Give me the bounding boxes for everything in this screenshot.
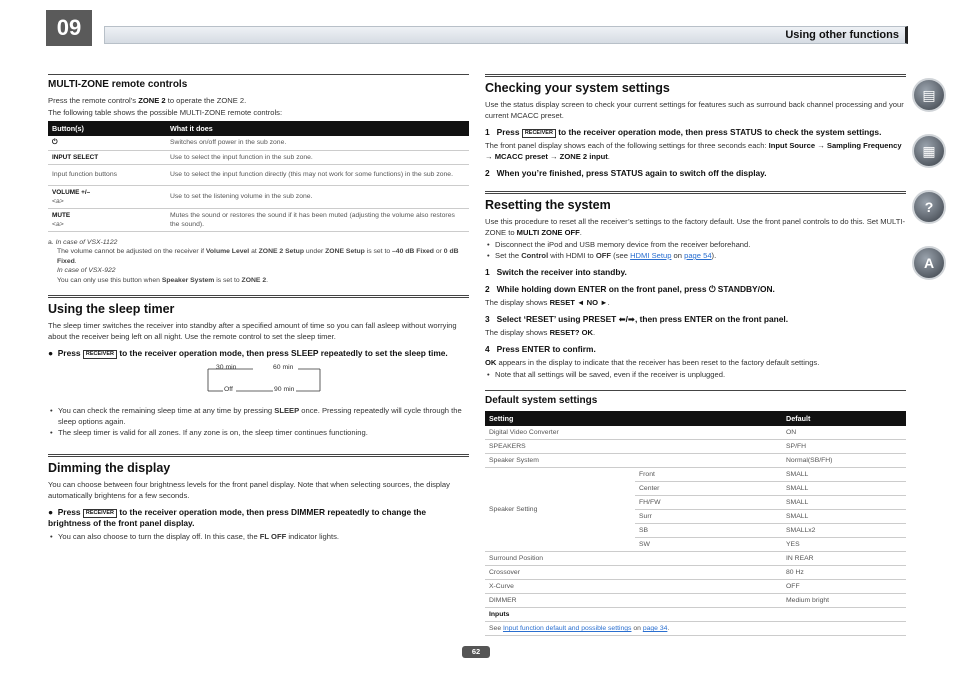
section-title: Using other functions — [785, 29, 899, 41]
multizone-intro-2: The following table shows the possible MULTI-ZONE remote controls: — [48, 108, 283, 117]
input-function-link[interactable]: Input function default and possible settings — [502, 625, 632, 632]
multizone-table — [48, 121, 469, 232]
sleep-60: 60 min — [273, 364, 294, 372]
resetting-step-1: 1 Switch the receiver into standby. — [485, 267, 627, 277]
col-header-button: Button(s) — [48, 121, 166, 136]
dimming-intro: You can choose between four brightness levels for the front panel display. Note that when selecting sources, the display automatically brightens for a few seconds. — [48, 480, 450, 501]
receiver-key-icon: RECEIVER — [83, 509, 117, 518]
sleep-bullet-1: • You can check the remaining sleep time at any time by pressing SLEEP once. Pressing repeatedly will cycle through the sleep options again. — [48, 405, 469, 427]
resetting-step-4-result: OK appears in the display to indicate that the receiver has been reset to the factory default settings. — [485, 358, 820, 367]
sleep-30: 30 min — [216, 364, 237, 372]
resetting-step-2-result: The display shows RESET ◄ NO ►. — [485, 298, 610, 307]
col-header-default: Default — [782, 411, 906, 426]
sleep-intro: The sleep timer switches the receiver into standby after a specified amount of time so you can fall asleep without worrying about the receiver being left on all night. Use the remote control to set the sleep timer. — [48, 321, 457, 342]
checking-step-2: 2 When you’re finished, press STATUS again to switch off the display. — [485, 168, 767, 178]
resetting-step-4: 4 Press ENTER to confirm. — [485, 344, 596, 354]
receiver-icon[interactable]: ▦ — [912, 134, 946, 168]
table-row: Surround Position IN REAR — [485, 552, 906, 566]
page-54-link[interactable]: page 54 — [684, 251, 712, 260]
page-number: 62 — [462, 646, 490, 658]
checking-title: Checking your system settings — [485, 81, 670, 95]
resetting-title: Resetting the system — [485, 198, 611, 212]
sleep-title: Using the sleep timer — [48, 302, 175, 317]
dimming-title: Dimming the display — [48, 461, 171, 476]
table-row: MUTE <a> Mutes the sound or restores the sound if it has been muted (adjusting the volume also restores the sound). — [48, 208, 469, 231]
table-row: SB SMALLx2 — [485, 524, 906, 538]
remote-question-icon[interactable]: ? — [912, 190, 946, 224]
table-row: Input function buttons Use to select the input function directly (this may not work for some functions) in the sub zone. — [48, 164, 469, 185]
sleep-bullet-2: • The sleep timer is valid for all zones. If any zone is on, the sleep timer continues functioning. — [48, 427, 469, 438]
table-row: Inputs — [485, 608, 906, 622]
resetting-step-3-result: The display shows RESET? OK. — [485, 328, 596, 337]
table-row: VOLUME +/– <a> Use to set the listening volume in the sub zone. — [48, 185, 469, 208]
resetting-intro: Use this procedure to reset all the receiver’s settings to the factory default. Use the front panel controls to do this. Set MULTI-ZONE to MULTI ZONE OFF. — [485, 217, 905, 237]
chapter-number: 09 — [46, 10, 92, 46]
table-row: INPUT SELECT Use to select the input function in the sub zone. — [48, 150, 469, 164]
col-header-setting: Setting — [485, 411, 782, 426]
checking-step-1: 1 Press RECEIVER to the receiver operation mode, then press STATUS to check the system settings. — [485, 127, 882, 137]
table-row: DIMMER Medium bright — [485, 594, 906, 608]
sleep-90: 90 min — [274, 386, 295, 394]
table-row: Center SMALL — [485, 482, 906, 496]
receiver-key-icon: RECEIVER — [83, 350, 117, 359]
receiver-key-icon: RECEIVER — [522, 129, 556, 138]
table-row: X-Curve OFF — [485, 580, 906, 594]
side-nav — [912, 78, 946, 302]
table-row: Digital Video Converter ON — [485, 426, 906, 440]
resetting-bullet-3: • Note that all settings will be saved, even if the receiver is unplugged. — [485, 369, 906, 380]
col-header-what: What it does — [166, 121, 469, 136]
hdmi-setup-link[interactable]: HDMI Setup — [630, 251, 672, 260]
sleep-off: Off — [224, 386, 233, 394]
table-row: Surr SMALL — [485, 510, 906, 524]
table-row: SW YES — [485, 538, 906, 552]
table-row: Speaker Setting Front SMALL — [485, 468, 906, 482]
footnote: a. In case of VSX-1122 The volume cannot be adjusted on the receiver if Volume Level at ZONE 2 Setup under ZONE Setup is set to –40 dB Fixed or 0 dB Fixed. In case of VSX-922 You can only use this button when Speaker System is set to ZONE 2. — [48, 238, 459, 284]
multizone-intro: Press the remote control’s ZONE 2 to operate the ZONE 2. — [48, 96, 247, 105]
resetting-bullet-2: • Set the Control with HDMI to OFF (see HDMI Setup on page 54). — [485, 250, 906, 261]
table-row: See Input function default and possible settings on page 34. — [485, 622, 906, 636]
dimming-step: ● Press RECEIVER to the receiver operation mode, then press DIMMER repeatedly to change the brightness of the front panel display. — [48, 507, 427, 529]
book-icon[interactable]: ▤ — [912, 78, 946, 112]
left-column — [48, 74, 469, 542]
sleep-cycle-diagram — [48, 363, 469, 399]
defaults-title: Default system settings — [485, 395, 598, 406]
multizone-title: MULTI-ZONE remote controls — [48, 79, 188, 90]
header-bar — [104, 26, 908, 44]
sleep-step: ● Press RECEIVER to the receiver operation mode, then press SLEEP repeatedly to set the sleep time. — [48, 348, 448, 359]
table-row: Crossover 80 Hz — [485, 566, 906, 580]
table-row: FH/FW SMALL — [485, 496, 906, 510]
dimming-bullet: • You can also choose to turn the display off. In this case, the FL OFF indicator lights. — [48, 531, 469, 542]
right-column — [485, 74, 906, 636]
checking-p2: The front panel display shows each of the following settings for three seconds each: Input Source → Sampling Frequency → MCACC preset → ZONE 2 input. — [485, 141, 902, 161]
table-row: Speaker System Normal(SB/FH) — [485, 454, 906, 468]
table-row: ⏻ Switches on/off power in the sub zone. — [48, 136, 469, 150]
resetting-step-3: 3 Select ‘RESET’ using PRESET ⬅/➡, then press ENTER on the front panel. — [485, 314, 789, 324]
checking-intro: Use the status display screen to check your current settings for features such as surround back channel processing and your current MCACC preset. — [485, 100, 904, 120]
defaults-table — [485, 411, 906, 636]
resetting-bullet-1: • Disconnect the iPod and USB memory device from the receiver beforehand. — [485, 239, 906, 250]
table-row: SPEAKERS SP/FH — [485, 440, 906, 454]
page-34-link[interactable]: page 34 — [642, 625, 668, 632]
glossary-icon[interactable]: A — [912, 246, 946, 280]
resetting-step-2: 2 While holding down ENTER on the front panel, press ⏻ STANDBY/ON. — [485, 284, 775, 294]
